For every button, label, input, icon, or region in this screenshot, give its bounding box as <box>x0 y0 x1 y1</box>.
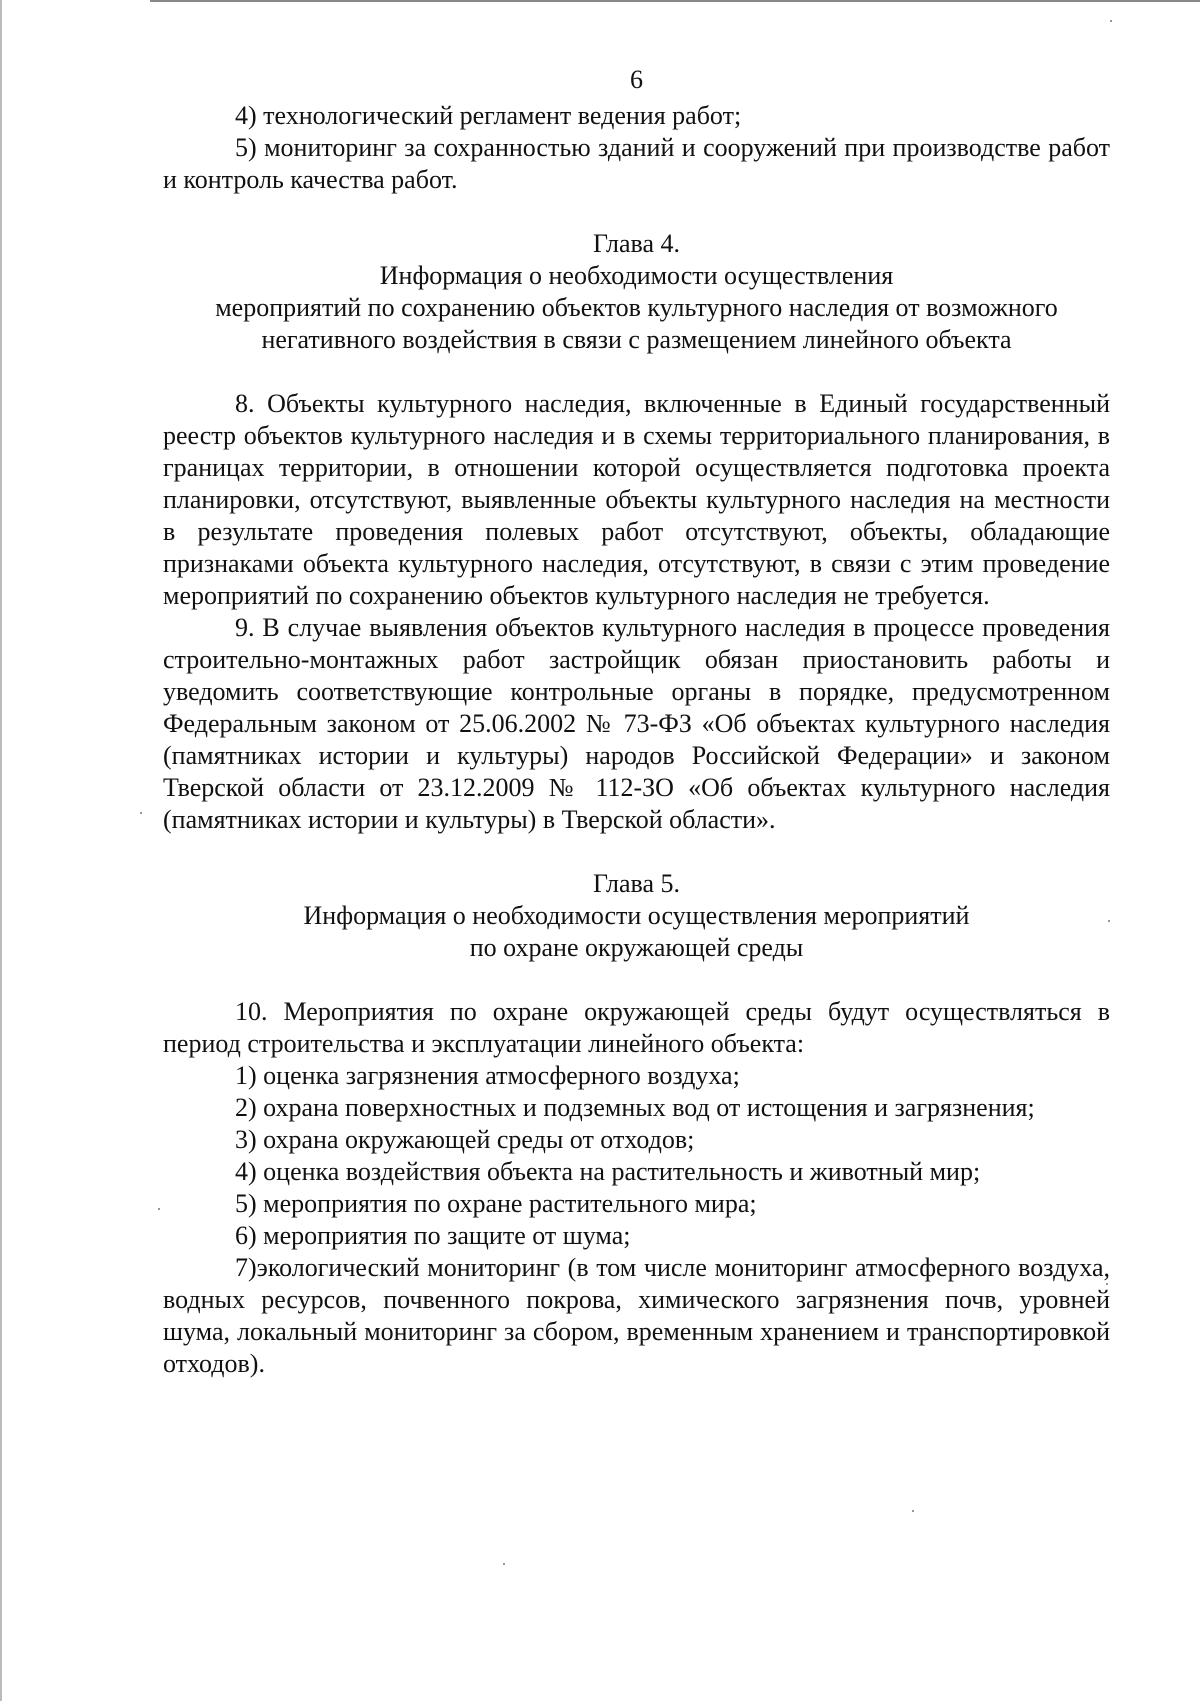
paragraph-8: 8. Объекты культурного наследия, включенные в Единый государственный реестр объектов культурного наследия и в схемы территориального планирования, в границах территории, в отношении которой осуществляется подготовка проекта планировки, отсутствуют, выявленные объекты культурного наследия на местности в результате проведения полевых работ отсутствуют, объекты, обладающие признаками объекта культурного наследия, отсутствуют, в связи с этим проведение мероприятий по сохранению объектов культурного наследия не требуется. <box>163 389 1110 610</box>
chapter-number: Глава 5. <box>592 869 681 898</box>
list-item: 3) охрана окружающей среды от отходов; <box>235 1125 695 1154</box>
list-item: 5) мероприятия по охране растительного мира; <box>235 1189 757 1218</box>
paragraph-9: 9. В случае выявления объектов культурного наследия в процессе проведения строительно-монтажных работ застройщик обязан приостановить работы и уведомить соответствующие контрольные органы в порядке, предусмотренном Федеральным законом от 25.06.2002 № 73-ФЗ «Об объектах культурного наследия (памятниках истории и культуры) народов Российской Федерации» и законом Тверской области от 23.12.2009 № 112-ЗО «Об объектах культурного наследия (памятниках истории и культуры) в Тверской области». <box>163 613 1110 834</box>
scan-top-edge <box>150 0 1200 2</box>
scan-speck <box>140 812 142 814</box>
scan-speck <box>1110 20 1112 22</box>
list-item: 1) оценка загрязнения атмосферного воздуха; <box>235 1061 740 1090</box>
list-item: 5) мониторинг за сохранностью зданий и сооружений при производстве работ и контроль качества работ. <box>163 133 1110 194</box>
list-item: 4) оценка воздействия объекта на растительность и животный мир; <box>235 1157 981 1186</box>
page-number: 6 <box>630 65 643 94</box>
list-item-last: 7)экологический мониторинг (в том числе мониторинг атмосферного воздуха, водных ресурсов, почвенного покрова, химического загрязнения почв, уровней шума, локальный мониторинг за сбором, временным хранением и транспортировкой отходов). <box>163 1253 1110 1378</box>
chapter-4-heading <box>163 228 1110 356</box>
chapter-number: Глава 4. <box>592 229 681 258</box>
scan-speck <box>1108 920 1110 922</box>
scan-speck <box>1106 1283 1108 1285</box>
scan-speck <box>912 1510 914 1512</box>
scan-speck <box>503 1563 505 1565</box>
chapter-title-line: Информация о необходимости осуществления <box>379 261 894 290</box>
chapter-title-line: Информация о необходимости осуществления мероприятий <box>303 901 970 930</box>
list-item: 4) технологический регламент ведения работ; <box>235 101 742 130</box>
list-item: 6) мероприятия по защите от шума; <box>235 1221 631 1250</box>
chapter-title-line: негативного воздействия в связи с размещением линейного объекта <box>261 325 1012 354</box>
scan-left-edge <box>0 0 2 1701</box>
list-item: 2) охрана поверхностных и подземных вод от истощения и загрязнения; <box>235 1093 1035 1122</box>
chapter-5-heading <box>163 868 1110 964</box>
chapter-title-line: по охране окружающей среды <box>469 933 804 962</box>
paragraph-10: 10. Мероприятия по охране окружающей среды будут осуществляться в период строительства и эксплуатации линейного объекта: <box>163 997 1110 1058</box>
document-body <box>163 64 1110 1380</box>
scan-speck <box>158 1208 160 1210</box>
chapter-title-line: мероприятий по сохранению объектов культурного наследия от возможного <box>215 293 1058 322</box>
